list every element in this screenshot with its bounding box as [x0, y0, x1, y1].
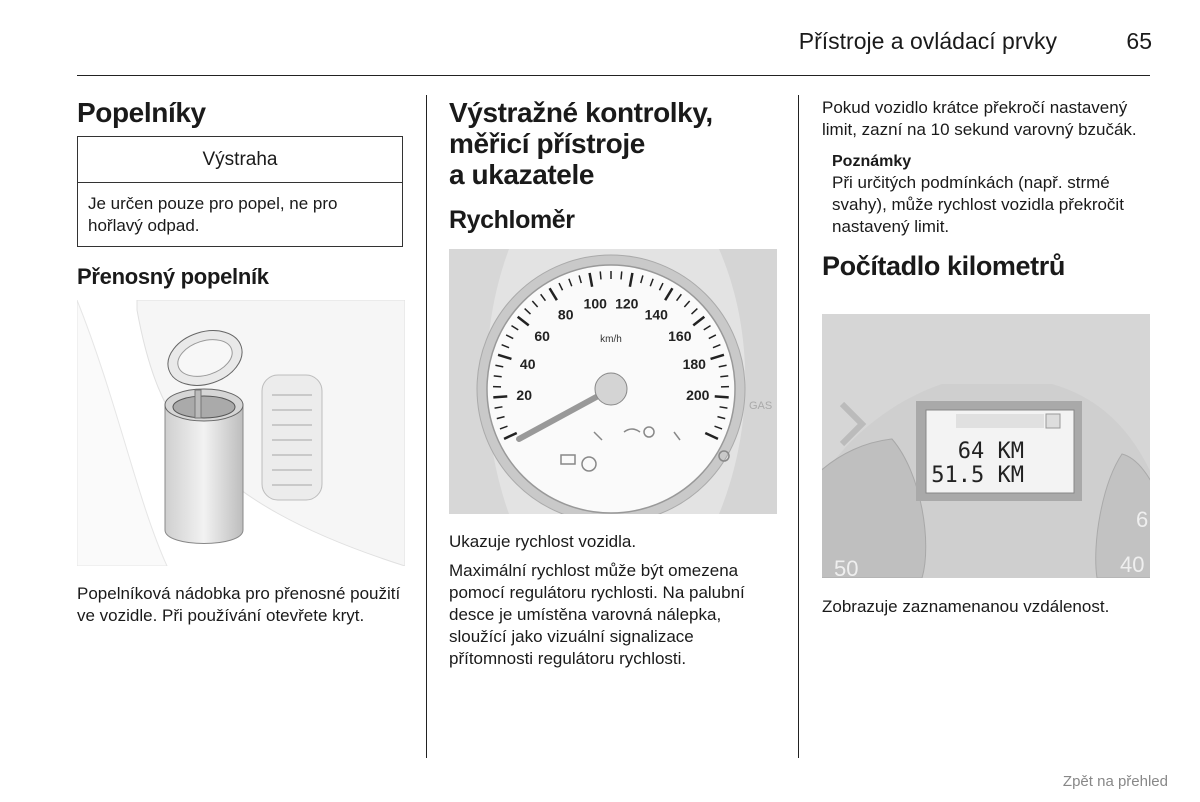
speedo-label: 60 — [534, 327, 550, 344]
speedometer-text — [449, 531, 779, 670]
speedo-tick — [621, 271, 622, 279]
note-text: Při určitých podmínkách (např. strmé svahy), může rychlost vozidla překročit nastavený limit. — [832, 173, 1124, 236]
section-heading-line-3: a ukazatele — [449, 159, 595, 190]
speedo-label: 120 — [615, 295, 639, 312]
column-divider-2 — [798, 95, 799, 758]
svg-text:GAS: GAS — [749, 400, 773, 412]
speedo-label: 40 — [519, 355, 536, 372]
section-heading-line-2: měřicí přístroje — [449, 128, 645, 159]
column-odometer — [822, 97, 1152, 282]
speedo-label: 180 — [682, 355, 706, 372]
section-heading-ashtrays: Popelníky — [77, 97, 206, 128]
ashtray-illustration — [77, 300, 405, 566]
column-ashtrays — [77, 97, 407, 290]
odometer-text — [822, 596, 1122, 618]
speed-limit-para: Pokud vozidlo krátce překročí nastavený limit, zazní na 10 sekund varovný bzučák. — [822, 98, 1137, 139]
speedo-tick — [600, 271, 601, 279]
running-header-title: Přístroje a ovládací prvky — [798, 28, 1057, 54]
column-divider-1 — [426, 95, 427, 758]
note-block — [832, 152, 1152, 238]
back-to-overview-link[interactable]: Zpět na přehled — [1062, 773, 1168, 790]
speedo-tick — [715, 396, 729, 397]
gauge-left-label: 50 — [834, 556, 859, 578]
gauge-right-top-label: 6 — [1136, 507, 1149, 532]
warning-box — [77, 136, 403, 247]
section-heading-odometer: Počítadlo kilometrů — [822, 251, 1065, 281]
odometer-illustration — [822, 314, 1150, 578]
speedo-label: 80 — [557, 306, 574, 323]
speedo-label: 200 — [686, 387, 710, 404]
header-rule — [77, 75, 1150, 76]
ashtray-description — [77, 583, 412, 627]
note-title: Poznámky — [832, 153, 912, 170]
speedo-label: 160 — [668, 327, 692, 344]
speedo-label: 100 — [583, 295, 607, 312]
page-number: 65 — [1126, 28, 1152, 54]
speedo-tick — [493, 396, 507, 397]
speedo-unit: km/h — [600, 334, 622, 345]
gauge-right-label: 40 — [1120, 552, 1145, 577]
speedometer-illustration — [449, 249, 777, 514]
warning-text: Je určen pouze pro popel, ne pro hořlavý odpad. — [88, 194, 338, 235]
odometer-display-line-2: 51.5 KM — [931, 463, 1024, 488]
odometer-body-text: Zobrazuje zaznamenanou vzdálenost. — [822, 597, 1110, 616]
speedo-tick — [720, 376, 728, 377]
speedometer-para-1: Ukazuje rychlost vozidla. — [449, 532, 637, 551]
section-heading-line-1: Výstražné kontrolky, — [449, 97, 713, 128]
speedo-tick — [494, 376, 502, 377]
subheading-speedometer: Rychloměr — [449, 206, 575, 234]
subheading-portable-ashtray: Přenosný popelník — [77, 264, 269, 289]
speedo-label: 20 — [516, 387, 533, 404]
warning-title: Výstraha — [78, 137, 402, 183]
odometer-display-line-1: 64 KM — [957, 439, 1024, 464]
speedo-label: 140 — [644, 306, 668, 323]
speedometer-para-2: Maximální rychlost může být omezena pomocí regulátoru rychlosti. Na palubní desce je umístěna varovná nálepka, sloužící jako vizuální signalizace přítomnosti regulátoru rychlosti. — [449, 561, 745, 668]
column-warning-lights — [449, 97, 789, 236]
ashtray-body-text: Popelníková nádobka pro přenosné použití ve vozidle. Při používání otevřete kryt. — [77, 584, 401, 625]
